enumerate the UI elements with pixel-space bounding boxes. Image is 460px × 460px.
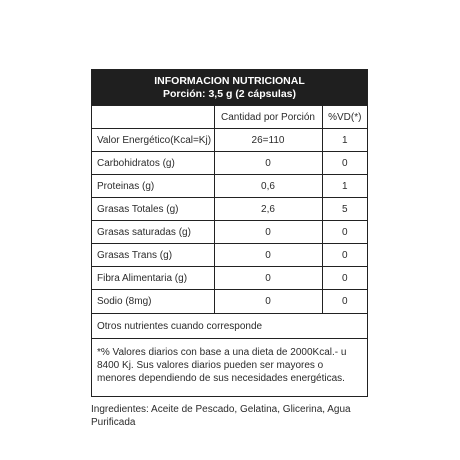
other-nutrients-note: Otros nutrientes cuando corresponde: [92, 313, 367, 338]
portion-size: Porción: 3,5 g (2 cápsulas): [162, 88, 297, 100]
nutrient-vd: 1: [322, 175, 367, 198]
nutrient-name: Grasas Totales (g): [92, 198, 214, 221]
nutrient-vd: 0: [322, 244, 367, 267]
table-header-row: [92, 106, 367, 129]
nutrient-amount: 0: [214, 290, 322, 313]
nutrient-name: Valor Energético(Kcal=Kj): [92, 129, 214, 152]
table-row: [92, 221, 367, 244]
column-header-amount: Cantidad por Porción: [214, 106, 322, 129]
nutrient-amount: 26=110: [214, 129, 322, 152]
nutrition-header: [92, 70, 367, 105]
ingredients-text: Ingredientes: Aceite de Pescado, Gelatina, Glicerina, Agua Purificada: [91, 404, 351, 428]
nutrient-name: Proteinas (g): [92, 175, 214, 198]
nutrient-vd: 0: [322, 221, 367, 244]
nutrient-amount: 2,6: [214, 198, 322, 221]
table-row: [92, 290, 367, 313]
table-row: [92, 152, 367, 175]
nutrient-amount: 0,6: [214, 175, 322, 198]
nutrient-name: Fibra Alimentaria (g): [92, 267, 214, 290]
column-header-vd: %VD(*): [322, 106, 367, 129]
nutrient-vd: 0: [322, 267, 367, 290]
nutrient-name: Grasas saturadas (g): [92, 221, 214, 244]
nutrient-name: Grasas Trans (g): [92, 244, 214, 267]
nutrient-vd: 1: [322, 129, 367, 152]
daily-value-footnote: *% Valores diarios con base a una dieta de 2000Kcal.- u 8400 Kj. Sus valores diarios pueden ser mayores o menores dependiendo de sus necesidades energéticas.: [92, 338, 367, 396]
nutrient-vd: 0: [322, 152, 367, 175]
nutrient-name: Sodio (8mg): [92, 290, 214, 313]
nutrient-amount: 0: [214, 221, 322, 244]
nutrient-amount: 0: [214, 244, 322, 267]
table-row: [92, 267, 367, 290]
table-row: [92, 175, 367, 198]
column-header-nutrient: [92, 106, 214, 129]
nutrient-vd: 5: [322, 198, 367, 221]
nutrient-amount: 0: [214, 267, 322, 290]
table-row: [92, 198, 367, 221]
table-row: [92, 129, 367, 152]
nutrition-table: [92, 105, 367, 313]
nutrition-title: INFORMACION NUTRICIONAL: [154, 75, 305, 87]
nutrient-vd: 0: [322, 290, 367, 313]
nutrient-amount: 0: [214, 152, 322, 175]
table-row: [92, 244, 367, 267]
nutrient-name: Carbohidratos (g): [92, 152, 214, 175]
nutrition-facts-panel: [91, 69, 368, 397]
